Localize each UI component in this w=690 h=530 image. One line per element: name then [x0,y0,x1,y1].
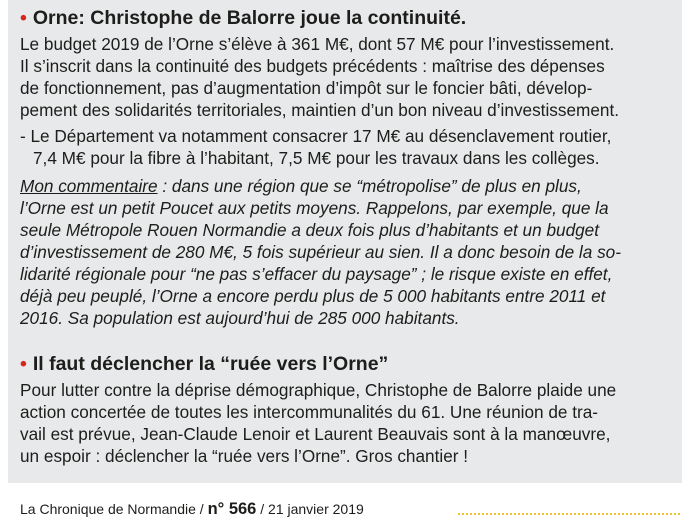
section-title-text: Orne: Christophe de Balorre joue la continuité. [32,7,467,29]
comment-line [20,176,582,197]
dash-line: - Le Département va notamment consacrer 17 M€ au désenclavement routier, [20,126,612,146]
comment-line: déjà peu peuplé, l’Orne a encore perdu plus de 5 000 habitants entre 2011 et [20,286,606,306]
paragraph-line: Pour lutter contre la déprise démographique, Christophe de Balorre plaide une [20,380,617,400]
comment-line: 2016. Sa population est aujourd’hui de 285 000 habitants. [20,308,460,328]
issue-number: n° 566 [207,500,257,518]
bullet-icon: • [20,7,27,29]
comment-line: lidarité régionale pour “ne pas s’effacer du paysage” ; le risque existe en effet, [20,264,613,284]
page-footer [20,500,364,518]
paragraph-line: un espoir : déclencher la “ruée vers l’Orne”. Gros chantier ! [20,446,469,466]
comment-line: d’investissement de 280 M€, 5 fois supérieur au sien. Il a donc besoin de la so- [20,242,621,262]
section-title-text: Il faut déclencher la “ruée vers l’Orne” [32,353,389,375]
article-box [8,0,682,483]
comment-first-rest: : dans une région que se “métropolise” de plus en plus, [157,176,582,196]
footer-divider [458,513,680,515]
comment-label: Mon commentaire [20,176,158,196]
bullet-icon: • [20,353,27,375]
paragraph-line: Il s’inscrit dans la continuité des budgets précédents : maîtrise des dépenses [20,56,605,76]
publication-name: La Chronique de Normandie / [20,501,208,517]
dash-line: 7,4 M€ pour la fibre à l’habitant, 7,5 M€ pour les travaux dans les collèges. [33,148,600,168]
paragraph-line: vail est prévue, Jean-Claude Lenoir et Laurent Beauvais sont à la manœuvre, [20,424,611,444]
paragraph-line: de fonctionnement, pas d’augmentation d’impôt sur le foncier bâti, dévelop- [20,78,593,98]
comment-line: l’Orne est un petit Poucet aux petits moyens. Rappelons, par exemple, que la [20,198,609,218]
publication-date: / 21 janvier 2019 [256,501,364,517]
section-title-ruee [20,352,388,376]
paragraph-line: pement des solidarités territoriales, maintien d’un bon niveau d’investissement. [20,100,620,120]
paragraph-line: action concertée de toutes les intercommunalités du 61. Une réunion de tra- [20,402,599,422]
section-title-orne [20,6,466,30]
paragraph-line: Le budget 2019 de l’Orne s’élève à 361 M€, dont 57 M€ pour l’investissement. [20,34,615,54]
comment-line: seule Métropole Rouen Normandie a deux fois plus d’habitants et un budget [20,220,600,240]
